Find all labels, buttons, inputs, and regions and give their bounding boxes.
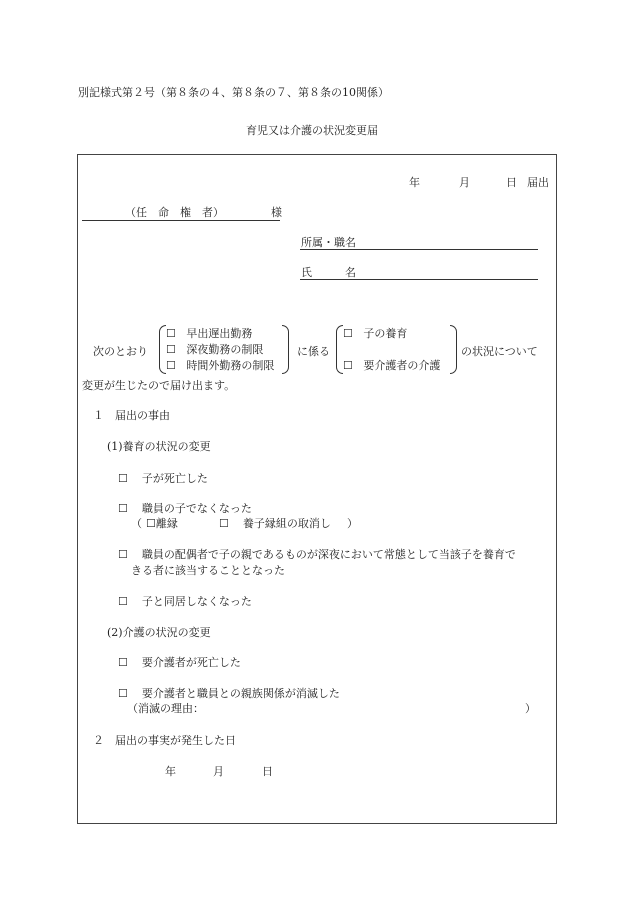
occurrence-year-label: 年 [165,765,176,778]
right-bracket-open [336,325,343,374]
item-spouse [118,549,516,560]
checkbox-divorce[interactable]: ☐ [146,517,156,530]
filed-year-label: 年 [409,176,420,189]
option-childcare [343,328,407,339]
checkbox-spouse[interactable]: ☐ [118,548,128,561]
item-spouse-label-line2: きる者に該当することとなった [131,564,285,577]
form-frame [77,154,557,824]
checkbox-childcare[interactable]: ☐ [343,327,353,340]
item-not-cohabiting-label: 子と同居しなくなった [141,595,252,608]
filed-month-label: 月 [459,176,470,189]
name-label: 氏 名 [301,266,356,279]
addressee-underline [82,220,280,221]
left-bracket-open [159,325,166,374]
checkbox-not-cohabiting[interactable]: ☐ [118,595,128,608]
form-reference: 別記様式第２号（第８条の４、第８条の７、第８条の10関係） [78,86,389,99]
left-bracket-close [282,325,289,374]
filed-day-label: 日 [506,176,517,189]
name-field[interactable] [300,279,538,280]
statement-connector: に係る [297,345,330,358]
option-nursing-care-label: 要介護者の介護 [363,359,441,372]
item-no-longer-child [118,503,252,514]
item-no-longer-child-label: 職員の子でなくなった [141,502,252,515]
checkbox-child-died[interactable]: ☐ [118,472,128,485]
item-divorce [146,518,178,529]
checkbox-no-longer-child[interactable]: ☐ [118,502,128,515]
item-relation-ended-label: 要介護者と職員との親族関係が消滅した [141,687,340,700]
occurrence-day-label: 日 [262,765,273,778]
option-night-limit-label: 深夜勤務の制限 [186,343,264,356]
filed-label: 届出 [527,176,549,189]
item-child-died [118,473,208,484]
item-adoption-cancel-label: 養子縁組の取消し [242,517,331,530]
addressee-name: （任 命 権 者） [125,206,224,219]
checkbox-early-late[interactable]: ☐ [166,327,176,340]
section2-heading: ２ 届出の事実が発生した日 [93,734,236,747]
checkbox-overtime-limit[interactable]: ☐ [166,359,176,372]
checkbox-nursing-care[interactable]: ☐ [343,359,353,372]
item-divorce-label: 離縁 [155,517,178,530]
item-relation-ended [118,688,340,699]
item-spouse-label-line1: 職員の配偶者で子の親であるものが深夜において常態として当該子を養育で [141,548,516,561]
checkbox-adoption-cancel[interactable]: ☐ [219,517,229,530]
divorce-paren-close: ） [347,517,358,530]
option-nursing-care [343,360,440,371]
occurrence-month-label: 月 [213,765,224,778]
item-care-person-died [118,657,241,668]
option-early-late [166,328,252,339]
option-early-late-label: 早出遅出勤務 [186,327,253,340]
option-overtime-limit-label: 時間外勤務の制限 [186,359,275,372]
statement-line2: 変更が生じたので届け出ます。 [82,379,236,392]
divorce-paren-open: （ [131,517,142,530]
reason-paren-close: ） [525,702,536,715]
checkbox-relation-ended[interactable]: ☐ [118,687,128,700]
item-child-died-label: 子が死亡した [141,472,208,485]
addressee-honorific: 様 [271,206,282,219]
option-night-limit [166,344,263,355]
item-not-cohabiting [118,596,252,607]
document-title: 育児又は介護の状況変更届 [246,124,378,137]
section1-sub2-heading: (2)介護の状況の変更 [107,626,211,639]
option-childcare-label: 子の養育 [363,327,408,340]
right-bracket-close [450,325,457,374]
section1-sub1-heading: (1)養育の状況の変更 [107,440,211,453]
checkbox-night-limit[interactable]: ☐ [166,343,176,356]
item-care-person-died-label: 要介護者が死亡した [141,656,241,669]
option-overtime-limit [166,360,274,371]
affiliation-label: 所属・職名 [301,236,356,249]
affiliation-field[interactable] [300,249,538,250]
checkbox-care-person-died[interactable]: ☐ [118,656,128,669]
section1-heading: １ 届出の事由 [93,409,170,422]
statement-prefix: 次のとおり [93,345,148,358]
item-adoption-cancel [219,518,331,529]
reason-label: （消滅の理由： [127,702,204,715]
statement-suffix: の状況について [461,345,538,358]
